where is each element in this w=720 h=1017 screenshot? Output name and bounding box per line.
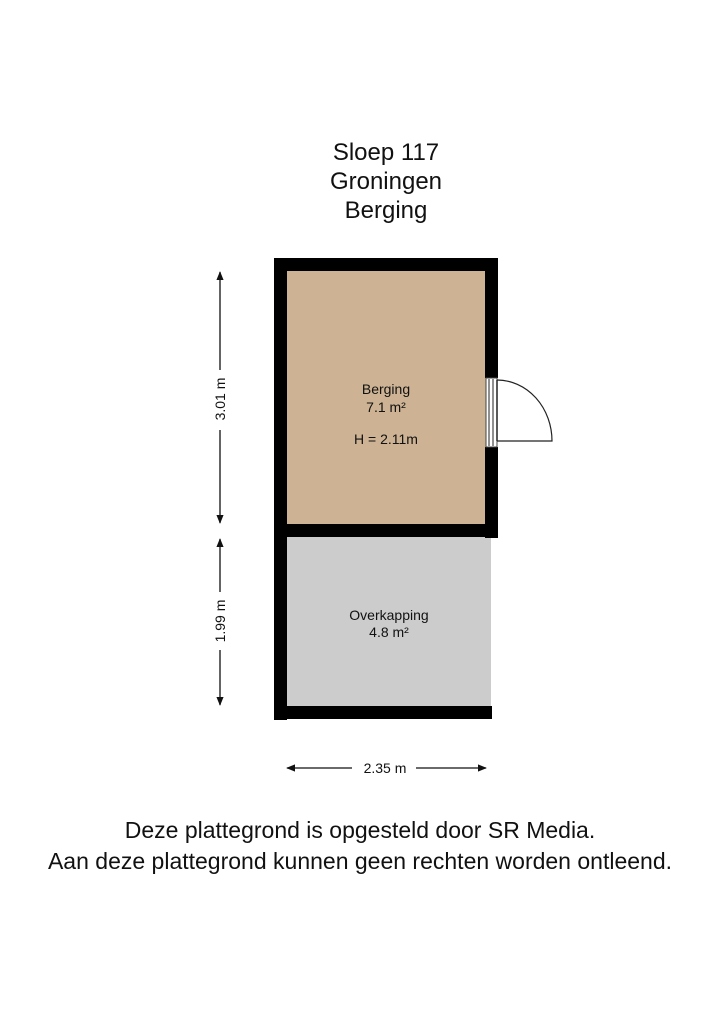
room-overkapping-area: 4.8 m² xyxy=(369,624,409,640)
room-berging-area: 7.1 m² xyxy=(366,399,406,415)
wall-left xyxy=(274,258,287,720)
dimension-label-overkapping: 1.99 m xyxy=(212,599,228,643)
disclaimer-line-1: Deze plattegrond is opgesteld door SR Media. xyxy=(124,817,596,843)
room-overkapping-name: Overkapping xyxy=(349,607,429,623)
dimension-overkapping-length xyxy=(212,539,228,705)
floorplan-city: Groningen xyxy=(329,168,443,195)
wall-right-upper xyxy=(485,258,498,378)
dimension-berging-length xyxy=(212,272,228,523)
dimension-width xyxy=(287,760,486,776)
floorplan-floor-name: Berging xyxy=(344,197,428,224)
door-symbol xyxy=(486,378,552,447)
wall-bottom xyxy=(274,706,492,719)
room-berging-name: Berging xyxy=(361,381,411,397)
room-berging-height: H = 2.11m xyxy=(354,431,418,447)
wall-top xyxy=(274,258,498,271)
dimension-label-width: 2.35 m xyxy=(363,760,407,776)
floorplan-address: Sloep 117 xyxy=(332,139,440,166)
wall-middle xyxy=(274,524,498,537)
door-swing-arc xyxy=(497,380,552,441)
dimension-label-berging: 3.01 m xyxy=(212,377,228,421)
room-berging-floor xyxy=(286,270,486,525)
disclaimer-line-2: Aan deze plattegrond kunnen geen rechten worden ontleend. xyxy=(47,848,673,874)
